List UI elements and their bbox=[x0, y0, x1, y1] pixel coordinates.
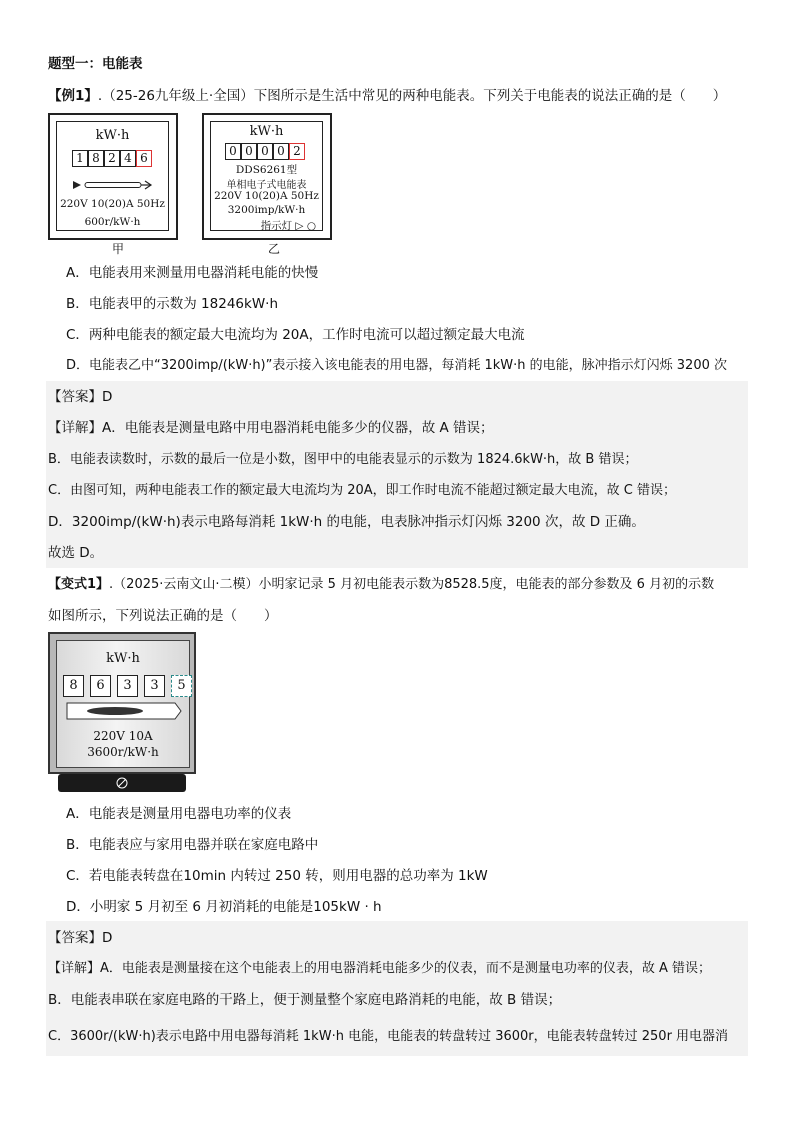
meter-b-digit: 0 bbox=[257, 143, 273, 160]
meter-b-name: 单相电子式电能表 bbox=[226, 180, 307, 191]
meter-a-caption: 甲 bbox=[112, 242, 125, 256]
meter-b-digit: 0 bbox=[241, 143, 257, 160]
meter-b-digit-decimal: 2 bbox=[289, 143, 305, 160]
variant-meter-digit: 3 bbox=[144, 675, 165, 697]
example-1-stem bbox=[48, 86, 726, 106]
meter-a-digits bbox=[72, 150, 152, 167]
ex1-option-b: B．电能表甲的示数为 18246kW·h bbox=[66, 296, 279, 312]
example-stem-text: .（25-26九年级上·全国）下图所示是生活中常见的两种电能表。下列关于电能表的说法正确的是（ ） bbox=[97, 88, 727, 104]
meter-a-digit: 1 bbox=[72, 150, 88, 167]
meter-b-digit: 0 bbox=[225, 143, 241, 160]
meter-b bbox=[202, 113, 332, 240]
var1-option-b: B．电能表应与家用电器并联在家庭电路中 bbox=[66, 837, 319, 853]
meter-a-digit: 2 bbox=[104, 150, 120, 167]
ex1-explain-b: B．电能表读数时，示数的最后一位是小数，图甲中的电能表显示的示数为 1824.6kW·h，故 B 错误； bbox=[48, 452, 638, 467]
meter-terminal-screw-icon bbox=[116, 777, 128, 789]
variant-meter-digit: 8 bbox=[63, 675, 84, 697]
ex1-option-a: A．电能表用来测量用电器消耗电能的快慢 bbox=[66, 265, 319, 281]
variant-meter bbox=[48, 632, 196, 774]
variant-meter-base bbox=[58, 774, 186, 792]
meter-a bbox=[48, 113, 178, 240]
var1-option-a: A．电能表是测量用电器电功率的仪表 bbox=[66, 806, 292, 822]
ex1-answer: 【答案】D bbox=[48, 389, 113, 405]
var1-answer: 【答案】D bbox=[48, 930, 113, 946]
ex1-explain-d: D．3200imp/(kW·h)表示电路每消耗 1kW·h 的电能，电表脉冲指示灯闪烁 3200 次，故 D 正确。 bbox=[48, 514, 645, 530]
variant-meter-face bbox=[56, 640, 190, 768]
variant-meter-spec1: 220V 10A bbox=[93, 729, 153, 743]
variant-meter-digit-decimal: 5 bbox=[171, 675, 192, 697]
meter-a-digit: 8 bbox=[88, 150, 104, 167]
var1-explain-a: 【详解】A．电能表是测量接在这个电能表上的用电器消耗电能多少的仪表，而不是测量电功率的仪表，故 A 错误； bbox=[48, 961, 712, 976]
section-title: 题型一：电能表 bbox=[48, 56, 143, 72]
variant-meter-unit: kW·h bbox=[106, 651, 140, 666]
meter-b-unit: kW·h bbox=[249, 124, 284, 139]
meter-a-digit: 4 bbox=[120, 150, 136, 167]
var1-option-d: D．小明家 5 月初至 6 月初消耗的电能是105kW · h bbox=[66, 899, 382, 915]
ex1-option-d: D．电能表乙中“3200imp/(kW·h)”表示接入该电能表的用电器，每消耗 1kW·h 的电能，脉冲指示灯闪烁 3200 次 bbox=[66, 358, 728, 373]
meter-a-spec2: 600r/kW·h bbox=[84, 216, 141, 228]
ex1-option-c: C．两种电能表的额定最大电流均为 20A，工作时电流可以超过额定最大电流 bbox=[66, 327, 525, 343]
meter-a-spec1: 220V 10(20)A 50Hz bbox=[60, 198, 165, 210]
meter-b-spec1: 220V 10(20)A 50Hz bbox=[214, 190, 319, 202]
variant-meter-spec2: 3600r/kW·h bbox=[87, 745, 159, 759]
meter-b-digit: 0 bbox=[273, 143, 289, 160]
var1-option-c: C．若电能表转盘在10min 内转过 250 转，则用电器的总功率为 1kW bbox=[66, 868, 488, 884]
ex1-explain-c: C．由图可知，两种电能表工作的额定最大电流均为 20A，即工作时电流不能超过额定最大电流，故 C 错误； bbox=[48, 483, 676, 498]
meter-a-unit: kW·h bbox=[95, 128, 130, 143]
variant-1-stem-2: 如图所示，下列说法正确的是（ ） bbox=[48, 608, 278, 624]
example-tag: 【例1】 bbox=[48, 88, 98, 104]
meter-a-face bbox=[56, 121, 169, 231]
ex1-answer-panel bbox=[46, 381, 748, 568]
variant-stem-text: .（2025·云南文山·二模）小明家记录 5 月初电能表示数为8528.5度，电能表的部分参数及 6 月初的示数 bbox=[109, 577, 715, 592]
meter-a-digit-decimal: 6 bbox=[136, 150, 152, 167]
meter-b-digits bbox=[225, 143, 305, 160]
variant-meter-digit: 6 bbox=[90, 675, 111, 697]
variant-tag: 【变式1】 bbox=[48, 577, 110, 592]
variant-1-stem bbox=[48, 575, 714, 595]
ex1-explain-a: 【详解】A．电能表是测量电路中用电器消耗电能多少的仪器，故 A 错误； bbox=[48, 420, 494, 436]
var1-explain-b: B．电能表串联在家庭电路的干路上，便于测量整个家庭电路消耗的电能，故 B 错误； bbox=[48, 992, 562, 1008]
ex1-conclusion: 故选 D。 bbox=[48, 545, 104, 561]
variant-meter-digit: 3 bbox=[117, 675, 138, 697]
variant-meter-digits bbox=[63, 675, 192, 697]
meter-b-indicator-light: 指示灯 ▷ ○ bbox=[260, 220, 316, 232]
meter-b-spec2: 3200imp/kW·h bbox=[227, 204, 306, 216]
meter-b-model: DDS6261型 bbox=[235, 164, 298, 176]
meter-b-caption: 乙 bbox=[268, 242, 281, 256]
variant-meter-disc-arrow-icon bbox=[65, 701, 183, 721]
meter-a-disc-arrow-icon bbox=[71, 178, 155, 192]
var1-explain-c: C．3600r/(kW·h)表示电路中用电器每消耗 1kW·h 电能，电能表的转盘转过 3600r，电能表转盘转过 250r 用电器消 bbox=[48, 1029, 729, 1044]
meter-b-face bbox=[210, 121, 323, 231]
